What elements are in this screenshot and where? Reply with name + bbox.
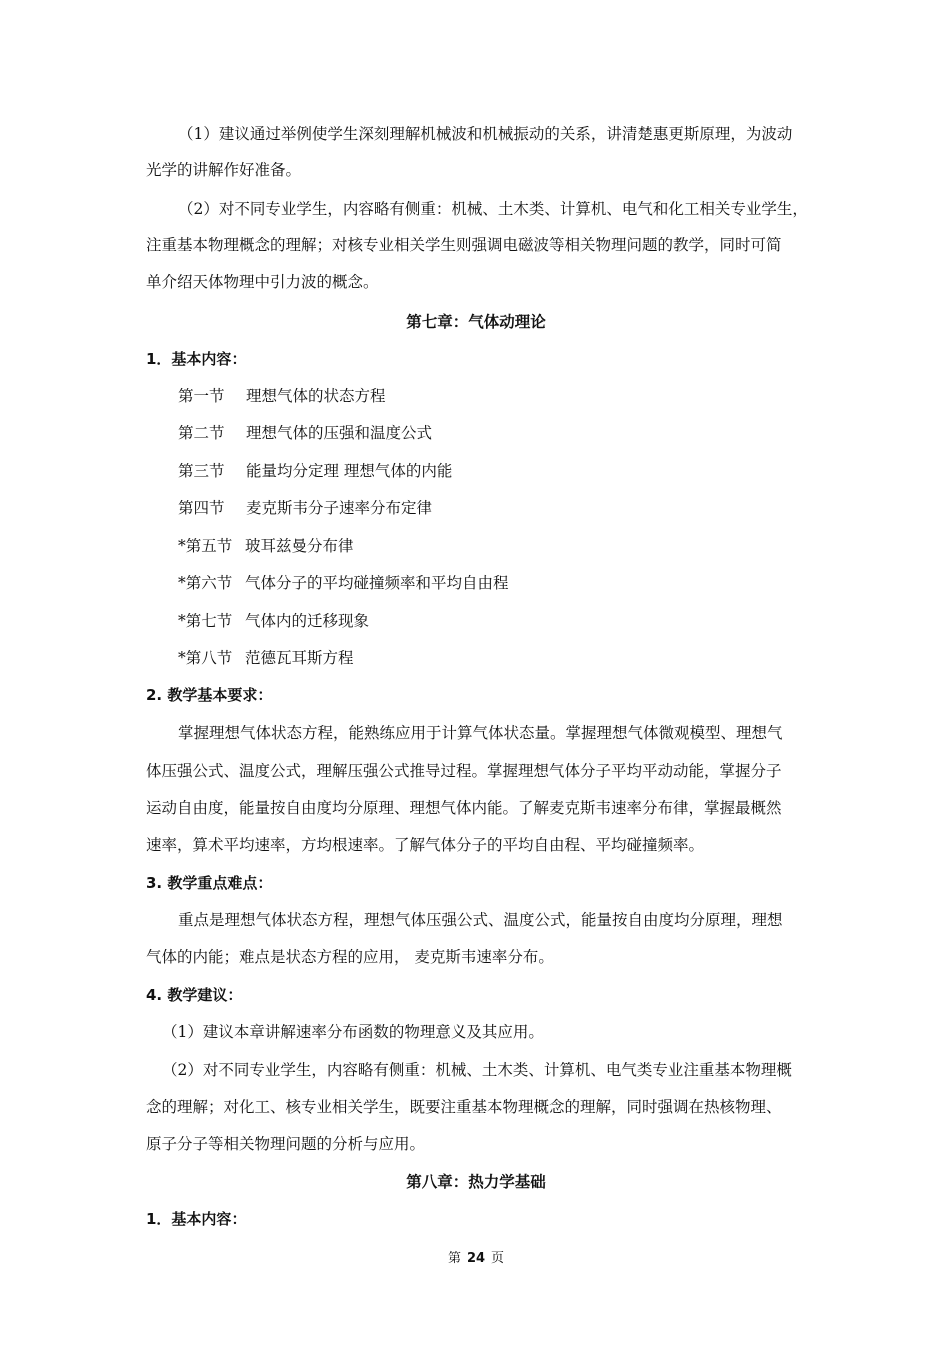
chapter-7-title: 第七章：气体动理论	[406, 313, 546, 331]
section-item	[178, 460, 452, 482]
paragraph-line: 念的理解；对化工、核专业相关学生，既要注重基本物理概念的理解，同时强调在热核物理、	[146, 1098, 782, 1116]
section-item	[178, 497, 432, 519]
section-number: 第一节	[178, 387, 225, 405]
section-name: 理想气体的状态方程	[246, 387, 386, 405]
section-item	[178, 422, 432, 444]
section-name: 玻耳兹曼分布律	[245, 537, 354, 555]
section-item	[178, 647, 354, 669]
section-heading-key-points: 3. 教学重点难点：	[146, 874, 273, 892]
section-number: *第五节	[178, 537, 233, 555]
section-number: 第二节	[178, 424, 225, 442]
paragraph-line: 光学的讲解作好准备。	[146, 161, 302, 179]
footer-prefix: 第	[447, 1251, 461, 1266]
paragraph-line: 掌握理想气体状态方程，能熟练应用于计算气体状态量。掌握理想气体微观模型、理想气	[178, 724, 783, 742]
section-number: *第六节	[178, 574, 233, 592]
section-name: 范德瓦耳斯方程	[245, 649, 354, 667]
section-name: 能量均分定理 理想气体的内能	[246, 462, 453, 480]
section-number: 第三节	[178, 462, 225, 480]
section-number: *第八节	[178, 649, 233, 667]
section-item	[178, 572, 509, 594]
paragraph-line: 速率，算术平均速率，方均根速率。了解气体分子的平均自由程、平均碰撞频率。	[146, 836, 705, 854]
paragraph-line: 原子分子等相关物理问题的分析与应用。	[146, 1135, 426, 1153]
section-number: *第七节	[178, 612, 233, 630]
paragraph-line: 单介绍天体物理中引力波的概念。	[146, 273, 379, 291]
paragraph-line: 气体的内能；难点是状态方程的应用， 麦克斯韦速率分布。	[146, 948, 554, 966]
section-heading-basic-content: 1．基本内容：	[146, 350, 247, 368]
section-heading-requirements: 2. 教学基本要求：	[146, 686, 273, 704]
section-heading-suggestions: 4. 教学建议：	[146, 986, 243, 1004]
page-number: 24	[466, 1251, 486, 1266]
paragraph-line: 运动自由度，能量按自由度均分原理、理想气体内能。了解麦克斯韦速率分布律，掌握最概然	[146, 799, 782, 817]
page-footer	[0, 1250, 952, 1268]
paragraph-line: 重点是理想气体状态方程，理想气体压强公式、温度公式，能量按自由度均分原理，理想	[178, 911, 783, 929]
section-number: 第四节	[178, 499, 225, 517]
chapter-8-title: 第八章：热力学基础	[406, 1173, 546, 1191]
paragraph-line: （2）对不同专业学生，内容略有侧重：机械、土木类、计算机、电气和化工相关专业学生，	[178, 200, 808, 218]
section-name: 气体内的迁移现象	[245, 612, 370, 630]
section-item	[178, 535, 354, 557]
footer-suffix: 页	[491, 1251, 505, 1266]
paragraph-line: 体压强公式、温度公式，理解压强公式推导过程。掌握理想气体分子平均平动动能，掌握分子	[146, 762, 782, 780]
paragraph-line: （2）对不同专业学生，内容略有侧重：机械、土木类、计算机、电气类专业注重基本物理概	[162, 1061, 792, 1079]
paragraph-line: 注重基本物理概念的理解；对核专业相关学生则强调电磁波等相关物理问题的教学，同时可简	[146, 236, 782, 254]
section-item	[178, 610, 369, 632]
section-heading-basic-content: 1．基本内容：	[146, 1210, 247, 1228]
paragraph-line: （1）建议本章讲解速率分布函数的物理意义及其应用。	[162, 1023, 544, 1041]
section-item	[178, 385, 386, 407]
paragraph-line: （1）建议通过举例使学生深刻理解机械波和机械振动的关系，讲清楚惠更斯原理，为波动	[178, 125, 793, 143]
section-name: 麦克斯韦分子速率分布定律	[246, 499, 433, 517]
section-name: 气体分子的平均碰撞频率和平均自由程	[245, 574, 509, 592]
section-name: 理想气体的压强和温度公式	[246, 424, 433, 442]
